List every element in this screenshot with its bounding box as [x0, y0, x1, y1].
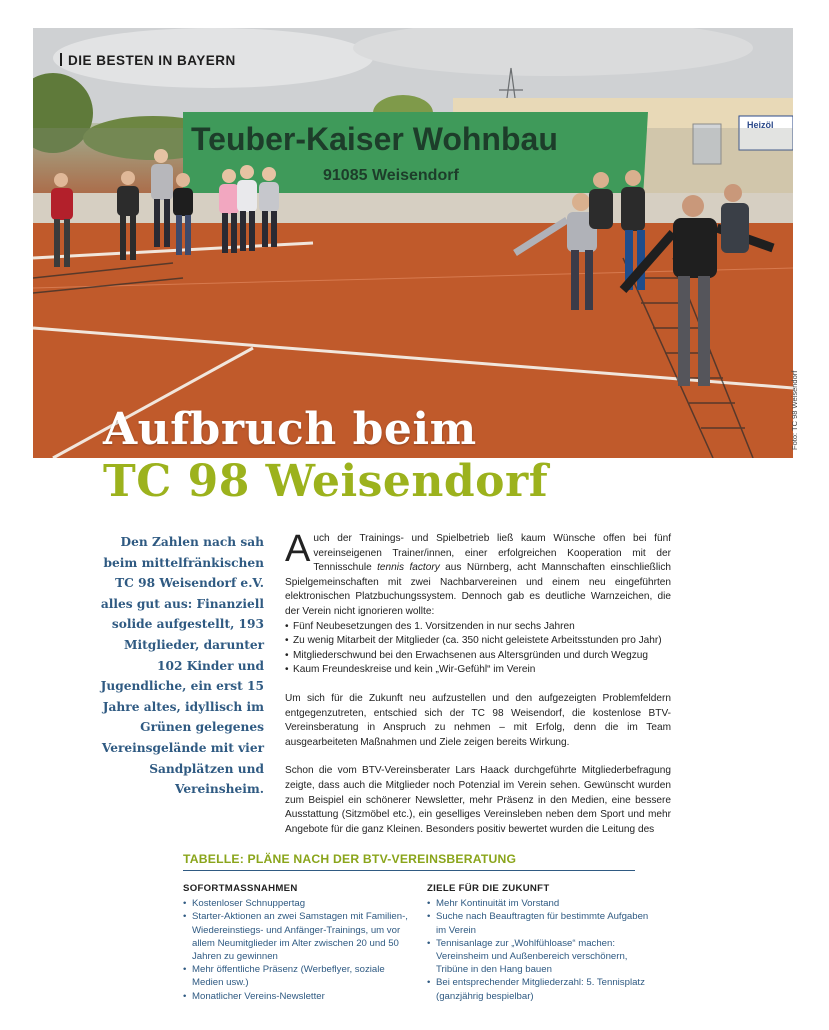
- photo-credit: Foto: TC 98 Weisendorf: [790, 370, 799, 450]
- body-emphasis: tennis factory: [377, 562, 440, 574]
- column-heading: ZIELE FÜR DIE ZUKUNFT: [427, 883, 550, 894]
- table-column-sofortmassnahmen: [183, 882, 408, 1003]
- list-item: • Tennisanlage zur „Wohlfühloase“ machen: Vereinsheim und Außenbereich verschönern, Tribüne in den Hang bauen: [427, 937, 652, 977]
- column-heading: SOFORTMASSNAHMEN: [183, 883, 298, 894]
- article-lead: Den Zahlen nach sah beim mittelfränkischen TC 98 Weisendorf e.V. alles gut aus: Finanziell solide aufgestellt, 193 Mitglieder, darunter 102 Kinder und Jugendliche, ein erst 15 Jahre altes, idyllisch im Grünen gelegenes Vereinsgelände mit vier Sandplätzen und Vereinsheim.: [100, 535, 264, 797]
- table-column-ziele: [427, 882, 652, 1003]
- list-item: • Kaum Freundeskreise und kein „Wir-Gefühl“ im Verein: [285, 663, 671, 678]
- banner-line2: 91085 Weisendorf: [323, 167, 459, 184]
- section-label-text: DIE BESTEN IN BAYERN: [68, 53, 236, 68]
- list-item: • Mitgliederschwund bei den Erwachsenen aus Altersgründen und durch Wegzug: [285, 649, 671, 664]
- list-item: • Monatlicher Vereins-Newsletter: [183, 990, 408, 1003]
- list-item: • Suche nach Beauftragten für bestimmte Aufgaben im Verein: [427, 910, 652, 936]
- list-item: • Bei entsprechender Mitgliederzahl: 5. Tennisplatz (ganzjährig bespielbar): [427, 976, 652, 1002]
- tennis-court-illustration: [33, 28, 793, 458]
- list-item: • Starter-Aktionen an zwei Samstagen mit Familien-, Wiedereinstiegs- und Anfänger-Trainings, um vor allem Neumitglieder im Alter zwischen 20 und 50 Jahren zu gewinnen: [183, 910, 408, 963]
- body-paragraph-3: Schon die vom BTV-Vereinsberater Lars Haack durchgeführte Mitgliederbefragung zeigte, dass auch die Mitglieder noch Potenzial im Verein sehen. Gewünscht wurden zum Beispiel ein schönerer Newsletter, mehr Präsenz in den Medien, eine bessere Ausstattung (Sitzmöbel etc.), ein geselliges Vereinsleben neben dem Sport und mehr Angebote für die ganz Kleinen. Besonders positiv bewertet wurden die Leitung des: [285, 765, 671, 835]
- table-divider: [183, 870, 635, 871]
- section-label: [60, 53, 236, 68]
- table-title: TABELLE: PLÄNE NACH DER BTV-VEREINSBERATUNG: [183, 852, 517, 866]
- list-item: • Zu wenig Mitarbeit der Mitglieder (ca. 350 nicht geleistete Arbeitsstunden pro Jahr): [285, 634, 671, 649]
- body-paragraph-1: [285, 528, 671, 620]
- article-title-line2: TC 98 Weisendorf: [103, 456, 549, 507]
- body-text: aus Nürnberg, acht Mannschaften einschließlich Spielgemeinschaften mit zwei Nachbarvereinen und einem neu eingeführten elektronischen Platzbuchungssystem. Dennoch gab es deutliche Warnzeichen, die der Verein nicht ignorieren wollte:: [285, 562, 671, 617]
- dropcap: A: [285, 528, 311, 570]
- list-item: • Kostenloser Schnuppertag: [183, 897, 408, 910]
- list-item: • Mehr Kontinuität im Vorstand: [427, 897, 652, 910]
- list-item: • Fünf Neubesetzungen des 1. Vorsitzenden in nur sechs Jahren: [285, 620, 671, 635]
- sign-text: Heizöl: [747, 120, 774, 130]
- article-body: [285, 528, 671, 837]
- banner-line1: Teuber-Kaiser Wohnbau: [191, 121, 558, 157]
- article-title-line1: Aufbruch beim: [103, 404, 477, 455]
- body-text: uch der Trainings- und Spielbetrieb ließ kaum Wünsche offen bei fünf vereinseigenen Trainer/innen, einer erfolgreichen Kooperation mit der Tennisschule: [313, 533, 671, 574]
- hero-photo: [33, 28, 793, 458]
- body-paragraph-2: Um sich für die Zukunft neu aufzustellen und den aufgezeigten Problemfeldern entgegenzutreten, entschied sich der TC 98 Weisendorf, die kostenlose BTV-Vereinsberatung in Anspruch zu nehmen – mit Erfolg, denn die im Team ausgearbeiteten Maßnahmen und Ziele zeigen bereits Wirkung.: [285, 692, 671, 748]
- list-item: • Mehr öffentliche Präsenz (Werbeflyer, soziale Medien usw.): [183, 963, 408, 989]
- warning-list: [285, 620, 671, 678]
